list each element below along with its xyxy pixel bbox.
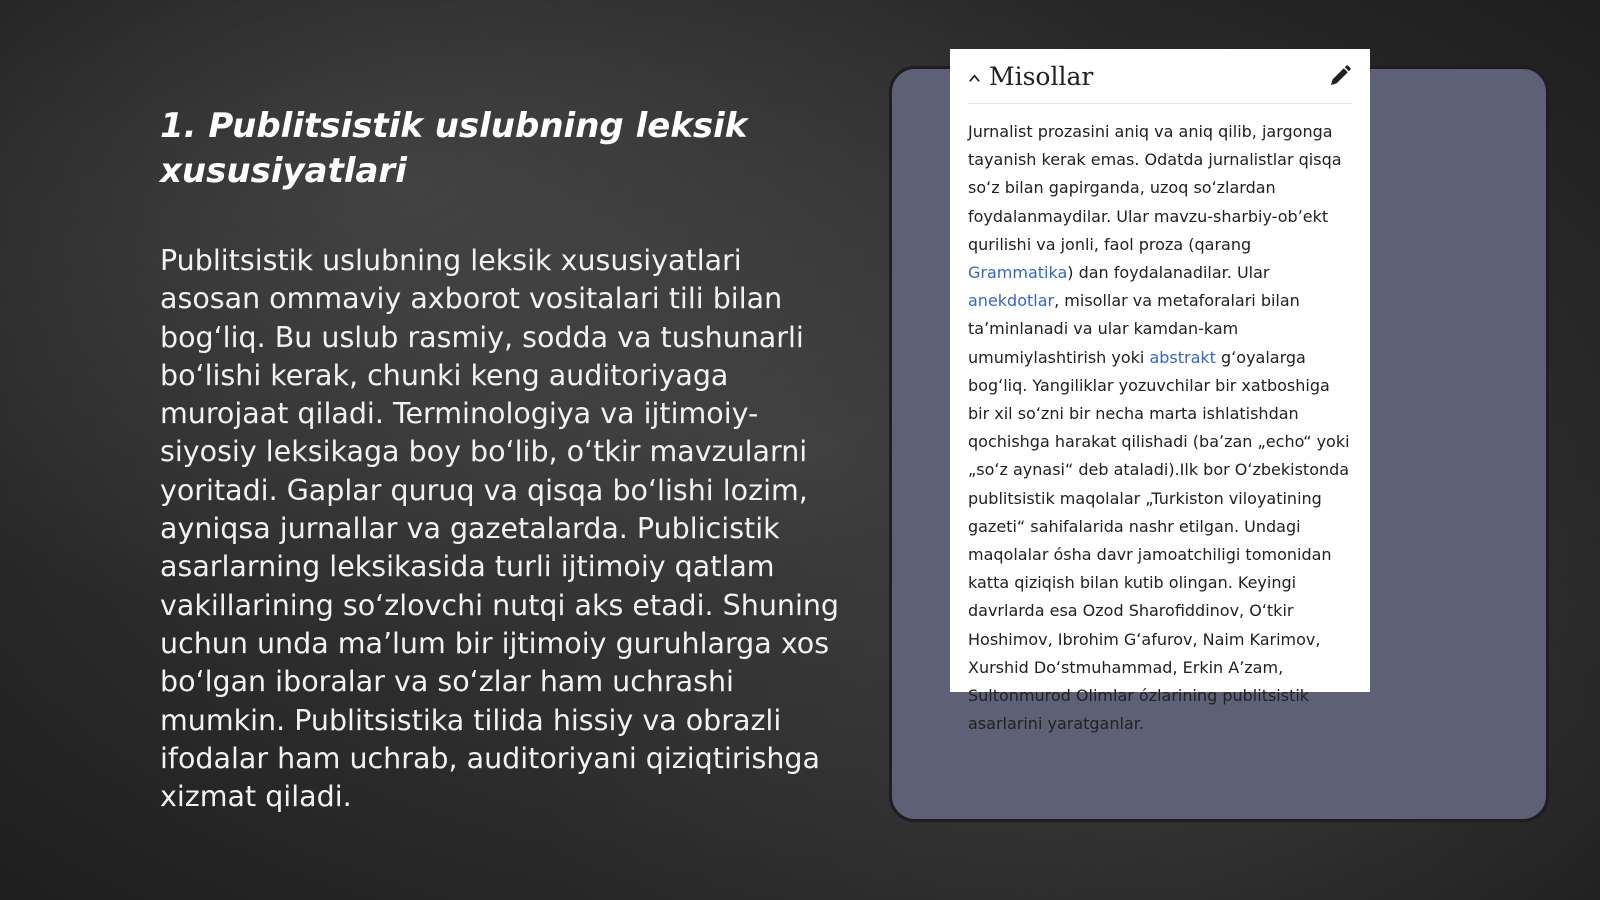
- grammatika-link[interactable]: Grammatika: [968, 263, 1068, 283]
- card-text-segment: , misollar va metaforalari bilan taʼminlanadi va ular kamdan-kam umumiylashtirish yoki: [968, 291, 1300, 367]
- slide-body-text: Publitsistik uslubning leksik xususiyatlari asosan ommaviy axborot vositalari tili bilan bog‘liq. Bu uslub rasmiy, sodda va tushunarli bo‘lishi kerak, chunki keng auditoriyaga murojaat qiladi. Terminologiya va ijtimoiy-siyosiy leksikaga boy bo‘lib, o‘tkir mavzularni yoritadi. Gaplar quruq va qisqa bo‘lishi lozim, ayniqsa jurnallar va gazetalarda. Publicistik asarlarning leksikasida turli ijtimoiy qatlam vakillarining so‘zlovchi nutqi aks etadi. Shuning uchun unda ma’lum bir ijtimoiy guruhlarga xos bo‘lgan iboralar va so‘zlar ham uchrashi mumkin. Publitsistika tilida hissiy va obrazli ifodalar ham uchrab, auditoriyani qiziqtirishga xizmat qiladi.: [160, 244, 840, 814]
- card-text-segment: gʻoyalarga bogʻliq. Yangiliklar yozuvchilar bir xatboshiga bir xil soʻzni bir necha marta ishlatishdan qochishga harakat qilishadi (baʼzan „echo“ yoki „soʻz aynasi“ deb ataladi).Ilk bor Oʻzbekistonda publitsistik maqolalar „Turkiston viloyatining gazeti“ sahifalarida nashr etilgan. Undagi maqolalar ósha davr jamoatchiligi tomonidan katta qiziqish bilan kutib olingan. Keyingi davrlarda esa Ozod Sharofiddinov, Oʻtkir Hoshimov, Ibrohim Gʻafurov, Naim Karimov, Xurshid Doʻstmuhammad, Erkin Aʼzam, Sultonmurod Olimlar ózlarining publitsistik asarlarini yaratganlar.: [968, 347, 1350, 734]
- card-title: Misollar: [989, 61, 1094, 91]
- misollar-card: [950, 49, 1370, 734]
- card-body-text: [968, 118, 1352, 738]
- pencil-icon[interactable]: [1328, 64, 1352, 88]
- card-header: [968, 49, 1352, 104]
- chevron-up-icon[interactable]: [968, 72, 981, 85]
- card-text-segment: Jurnalist prozasini aniq va aniq qilib, jargonga tayanish kerak emas. Odatda jurnalistlar qisqa soʻz bilan gapirganda, uzoq soʻzlardan foydalanmaydilar. Ular mavzu-sharbiy-obʼekt qurilishi va jonli, faol proza (qarang: [968, 122, 1342, 254]
- slide-title: 1. Publitsistik uslubning leksik xususiyatlari: [160, 106, 748, 191]
- abstrakt-link[interactable]: abstrakt: [1149, 347, 1216, 367]
- card-text-segment: ) dan foydalanadilar. Ular: [1067, 263, 1270, 283]
- anekdotlar-link[interactable]: anekdotlar: [968, 291, 1055, 311]
